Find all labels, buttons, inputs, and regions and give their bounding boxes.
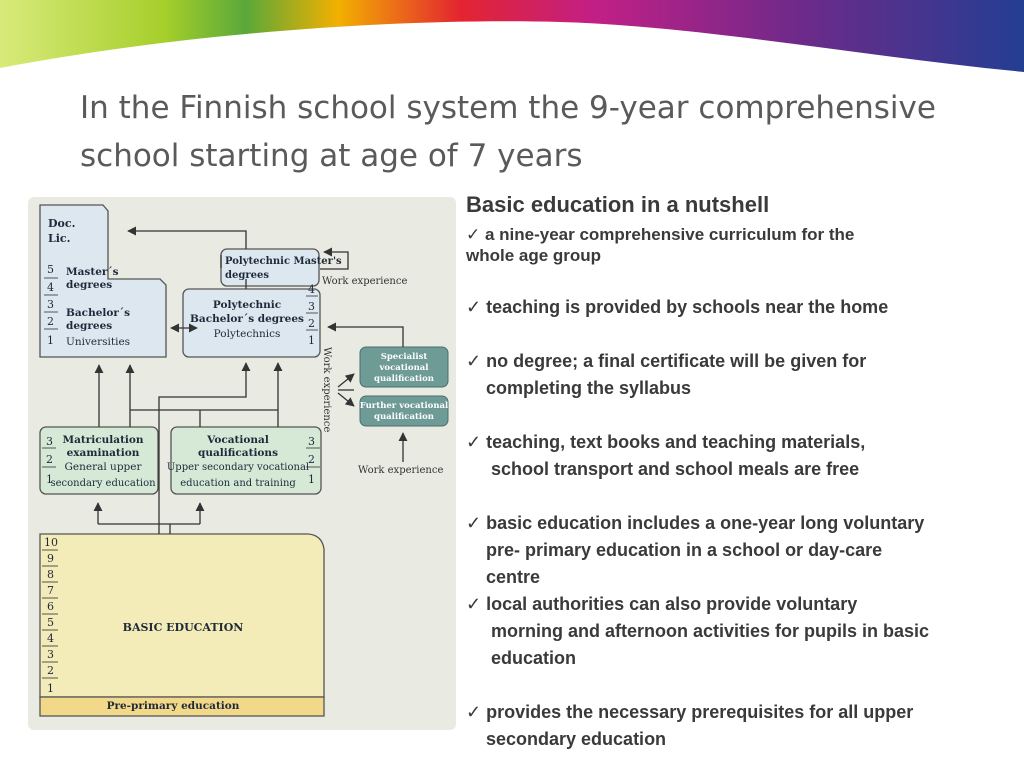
pre-primary-label: Pre-primary education	[106, 700, 240, 712]
basic-year: 5	[47, 616, 54, 629]
bullet-text: basic education includes a one-year long voluntary	[486, 513, 925, 533]
vocational-year: 3	[308, 435, 315, 448]
basic-year: 3	[47, 648, 54, 661]
bullet-text: education	[491, 648, 577, 668]
basic-year: 10	[44, 536, 58, 549]
specialist-label: Specialist	[380, 352, 428, 362]
basic-year: 6	[47, 600, 54, 613]
vocational-sub: Upper secondary vocational	[166, 462, 310, 473]
bachelors-label: Bachelor´s	[66, 307, 131, 319]
masters-label: degrees	[66, 279, 113, 291]
university-year: 1	[47, 334, 54, 347]
matriculation-label: examination	[66, 447, 140, 459]
basic-year: 1	[47, 682, 54, 695]
education-system-diagram	[28, 197, 456, 730]
university-year: 5	[47, 263, 54, 276]
specialist-label: qualification	[374, 374, 434, 384]
bullet-text: provides the necessary prerequisites for all upper	[486, 702, 914, 722]
universities-label: Universities	[66, 336, 131, 348]
polytechnic-year: 3	[308, 300, 315, 313]
bullet-item	[466, 429, 1016, 483]
check-icon: ✓	[466, 432, 482, 452]
matriculation-year: 2	[46, 453, 53, 466]
university-year: 2	[47, 315, 54, 328]
bullet-item	[466, 699, 1016, 753]
polytechnic-year: 1	[308, 334, 315, 347]
check-icon: ✓	[466, 702, 482, 722]
matriculation-sub: General upper	[64, 461, 142, 473]
panel-heading: Basic education in a nutshell	[466, 192, 770, 217]
basic-education-label: BASIC EDUCATION	[122, 621, 244, 634]
poly-bachelors-label: Polytechnic	[212, 299, 282, 311]
bullet-item	[466, 591, 1016, 672]
polytechnics-label: Polytechnics	[213, 328, 281, 340]
basic-year: 8	[47, 568, 54, 581]
matriculation-year: 1	[46, 473, 53, 486]
bullet-text: morning and afternoon activities for pupils in basic	[491, 621, 930, 641]
bullet-text: whole age group	[466, 246, 602, 265]
bullet-text: secondary education	[486, 729, 667, 749]
matriculation-label: Matriculation	[62, 434, 144, 446]
bullet-item	[466, 348, 1016, 402]
check-icon: ✓	[466, 297, 482, 317]
basic-year: 2	[47, 664, 54, 677]
slide-title-line: school starting at age of 7 years	[80, 138, 583, 174]
specialist-label: vocational	[379, 363, 429, 373]
bullet-text: teaching, text books and teaching materials,	[486, 432, 866, 452]
bullet-item	[466, 294, 1016, 321]
bullet-item	[466, 510, 1016, 591]
university-year: 4	[47, 281, 54, 294]
vocational-year: 1	[308, 473, 315, 486]
lic-label: Lic.	[48, 232, 71, 245]
polytechnic-year: 2	[308, 317, 315, 330]
slide-title-line: In the Finnish school system the 9-year comprehensive	[80, 90, 936, 126]
basic-year: 4	[47, 632, 54, 645]
matriculation-sub: secondary education	[50, 478, 156, 489]
further-label: qualification	[374, 412, 434, 422]
bullet-text: completing the syllabus	[486, 378, 692, 398]
bullet-text: centre	[486, 567, 541, 587]
bachelors-label: degrees	[66, 320, 113, 332]
check-icon: ✓	[466, 513, 482, 533]
bullet-item	[466, 224, 1016, 266]
bullet-text: teaching is provided by schools near the home	[486, 297, 889, 317]
further-label: Further vocational	[359, 401, 449, 411]
work-experience-label: Work experience	[322, 276, 408, 287]
work-experience-vertical-label: Work experience	[321, 347, 332, 433]
poly-masters-label: Polytechnic Master's	[225, 256, 342, 267]
poly-masters-label: degrees	[225, 270, 269, 281]
check-icon: ✓	[466, 594, 482, 614]
vocational-label: Vocational	[207, 434, 269, 446]
doc-label: Doc.	[48, 217, 76, 230]
bullet-text: no degree; a final certificate will be given for	[486, 351, 867, 371]
vocational-year: 2	[308, 453, 315, 466]
bullet-text: local authorities can also provide voluntary	[486, 594, 858, 614]
bullet-text: pre- primary education in a school or day-care	[486, 540, 883, 560]
basic-year: 7	[47, 584, 54, 597]
slide-title	[80, 84, 980, 180]
top-color-banner	[0, 0, 1024, 80]
poly-bachelors-label: Bachelor´s degrees	[190, 313, 304, 325]
basic-education-box	[40, 534, 324, 697]
vocational-sub: education and training	[180, 478, 296, 489]
check-icon: ✓	[466, 225, 481, 244]
bullet-text: school transport and school meals are free	[491, 459, 860, 479]
bullet-text: a nine-year comprehensive curriculum for the	[484, 225, 855, 244]
matriculation-year: 3	[46, 435, 53, 448]
masters-label: Master´s	[66, 266, 119, 278]
university-year: 3	[47, 298, 54, 311]
vocational-label: qualifications	[198, 447, 278, 459]
polytechnic-year: 4	[308, 283, 315, 296]
basic-year: 9	[47, 552, 54, 565]
check-icon: ✓	[466, 351, 482, 371]
nutshell-panel	[466, 192, 1016, 753]
work-experience-bottom-label: Work experience	[358, 465, 444, 476]
